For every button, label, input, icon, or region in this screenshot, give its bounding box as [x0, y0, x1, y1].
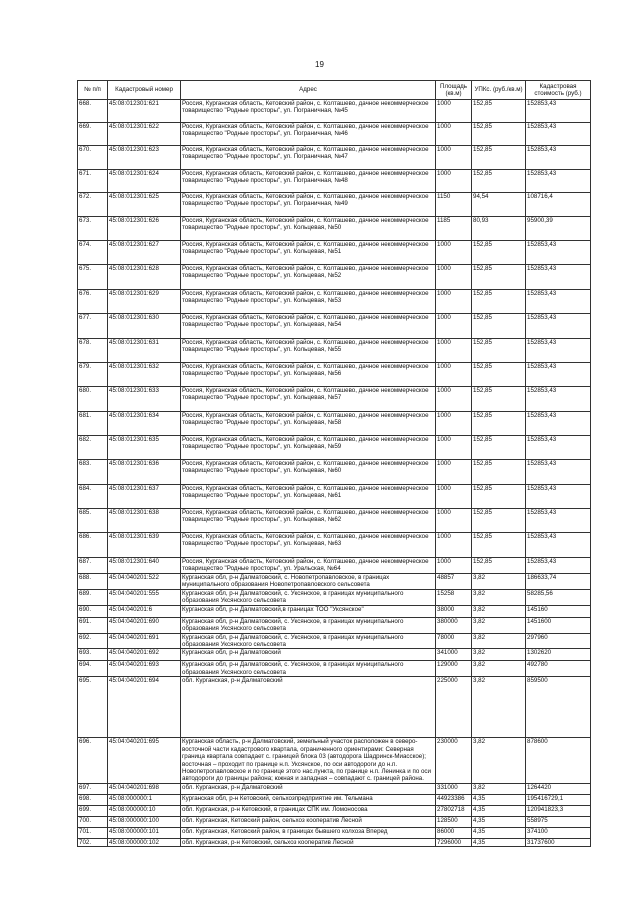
cadastral-cost-cell: 152853,43 — [526, 146, 591, 170]
table-row — [78, 314, 591, 339]
cadastral-cost-cell: 195416729,1 — [526, 794, 591, 805]
upks-cell: 3,82 — [472, 738, 526, 784]
cadastral-number-cell: 45:04:040201:522 — [108, 573, 181, 589]
cadastral-number-cell: 45:08:012301:638 — [108, 509, 181, 533]
address-cell: обл. Курганская, р-н Кетовский, в границах СПК им. Ломоносова — [181, 805, 436, 816]
cadastral-cost-cell: 152853,43 — [526, 123, 591, 146]
cadastral-number-cell: 45:08:012301:636 — [108, 460, 181, 485]
upks-cell: 152,85 — [472, 123, 526, 146]
upks-cell: 152,85 — [472, 460, 526, 485]
area-cell: 331000 — [436, 783, 472, 794]
table-row — [78, 146, 591, 170]
area-cell: 1000 — [436, 339, 472, 363]
address-cell: Курганская обл, р-н Далматовский, с. Уксянское, в границах муниципального образования Уксянского сельсовета — [181, 589, 436, 605]
table-row — [78, 363, 591, 387]
table-header-row — [78, 81, 591, 100]
row-number-cell: 670. — [78, 146, 108, 170]
table-row — [78, 193, 591, 217]
cadastral-cost-cell: 152853,43 — [526, 100, 591, 123]
cadastral-number-cell: 45:08:012301:633 — [108, 387, 181, 412]
table-row — [78, 412, 591, 436]
row-number-cell: 680. — [78, 387, 108, 412]
area-cell: 15258 — [436, 589, 472, 605]
address-cell: Россия, Курганская область, Кетовский район, с. Колташево, дачное некоммерческое товарищество "Родные просторы", ул. Кольцевая, №51 — [181, 241, 436, 265]
upks-cell: 3,82 — [472, 677, 526, 738]
row-number-cell: 674. — [78, 241, 108, 265]
row-number-cell: 678. — [78, 339, 108, 363]
cadastral-cost-cell: 152853,43 — [526, 460, 591, 485]
area-cell: 1000 — [436, 436, 472, 460]
table-row — [78, 485, 591, 509]
upks-cell: 94,54 — [472, 193, 526, 217]
address-cell: Россия, Курганская область, Кетовский район, с. Колташево, дачное некоммерческое товарищество "Родные просторы", ул. Кольцевая, №56 — [181, 363, 436, 387]
row-number-cell: 679. — [78, 363, 108, 387]
table-row — [78, 589, 591, 605]
row-number-cell: 683. — [78, 460, 108, 485]
header-upks: УПКс. (руб./кв.м) — [472, 81, 526, 100]
cadastral-cost-cell: 1264420 — [526, 783, 591, 794]
row-number-cell: 690. — [78, 605, 108, 617]
page-number: 19 — [315, 60, 324, 69]
row-number-cell: 695. — [78, 677, 108, 738]
row-number-cell: 686. — [78, 533, 108, 558]
area-cell: 1000 — [436, 314, 472, 339]
upks-cell: 152,85 — [472, 100, 526, 123]
cadastral-cost-cell: 95900,39 — [526, 217, 591, 241]
area-cell: 1000 — [436, 412, 472, 436]
row-number-cell: 687. — [78, 558, 108, 574]
row-number-cell: 699. — [78, 805, 108, 816]
upks-cell: 4,35 — [472, 838, 526, 846]
area-cell: 27802718 — [436, 805, 472, 816]
cadastral-cost-cell: 152853,43 — [526, 241, 591, 265]
cadastral-cost-cell: 152853,43 — [526, 485, 591, 509]
row-number-cell: 702. — [78, 838, 108, 846]
cadastral-cost-cell: 152853,43 — [526, 509, 591, 533]
address-cell: Курганская обл, р-н Далматовский, с. Уксянское, в границах муниципального образования Уксянского сельсовета — [181, 661, 436, 677]
cadastral-number-cell: 45:04:040201:695 — [108, 738, 181, 784]
row-number-cell: 697. — [78, 783, 108, 794]
cadastral-cost-cell: 1302620 — [526, 649, 591, 661]
table-row — [78, 558, 591, 574]
area-cell: 1000 — [436, 100, 472, 123]
address-cell: Курганская обл, р-н Далматовский, с. Уксянское, в границах муниципального образования Уксянского сельсовета — [181, 617, 436, 633]
cadastral-number-cell: 45:08:012301:631 — [108, 339, 181, 363]
cadastral-number-cell: 45:08:012301:628 — [108, 265, 181, 290]
area-cell: 1185 — [436, 217, 472, 241]
upks-cell: 152,85 — [472, 485, 526, 509]
cadastral-number-cell: 45:08:000000:10 — [108, 805, 181, 816]
address-cell: Россия, Курганская область, Кетовский район, с. Колташево, дачное некоммерческое товарищество "Родные просторы", ул. Пограничная, №45 — [181, 100, 436, 123]
cadastral-cost-cell: 152853,43 — [526, 314, 591, 339]
area-cell: 1000 — [436, 170, 472, 193]
header-area: Площадь (кв.м) — [436, 81, 472, 100]
address-cell: обл. Курганская, р-н Далматовский — [181, 783, 436, 794]
cadastral-number-cell: 45:08:012301:639 — [108, 533, 181, 558]
address-cell: обл. Курганская, Кетовский район, сельхоз кооператив Лесной — [181, 816, 436, 827]
table-row — [78, 649, 591, 661]
address-cell: Курганская обл, р-н Далматовский, с. Новопетропавловское, в границах муниципального образования Новопетропавловского сельсовета — [181, 573, 436, 589]
address-cell: Россия, Курганская область, Кетовский район, с. Колташево, дачное некоммерческое товарищество "Родные просторы", ул. Пограничная, №46 — [181, 123, 436, 146]
address-cell: Курганская обл, р-н Кетовский, сельхозпредприятие им. Тельмана — [181, 794, 436, 805]
row-number-cell: 684. — [78, 485, 108, 509]
upks-cell: 3,82 — [472, 633, 526, 649]
area-cell: 380000 — [436, 617, 472, 633]
area-cell: 341000 — [436, 649, 472, 661]
table-row — [78, 387, 591, 412]
table-row — [78, 738, 591, 784]
cadastral-number-cell: 45:08:012301:626 — [108, 217, 181, 241]
cadastral-cost-cell: 152853,43 — [526, 558, 591, 574]
upks-cell: 152,85 — [472, 436, 526, 460]
table-row — [78, 100, 591, 123]
row-number-cell: 668. — [78, 100, 108, 123]
area-cell: 1000 — [436, 265, 472, 290]
table-row — [78, 290, 591, 314]
area-cell: 128500 — [436, 816, 472, 827]
cadastral-cost-cell: 374100 — [526, 827, 591, 838]
cadastral-cost-cell: 152853,43 — [526, 412, 591, 436]
upks-cell: 80,93 — [472, 217, 526, 241]
cadastral-cost-cell: 120941823,3 — [526, 805, 591, 816]
upks-cell: 152,85 — [472, 314, 526, 339]
cadastral-cost-cell: 152853,43 — [526, 533, 591, 558]
table-row — [78, 605, 591, 617]
area-cell: 1000 — [436, 460, 472, 485]
address-cell: Россия, Курганская область, Кетовский район, с. Колташево, дачное некоммерческое товарищество "Родные просторы", ул. Пограничная, №49 — [181, 193, 436, 217]
upks-cell: 3,82 — [472, 661, 526, 677]
area-cell: 1000 — [436, 363, 472, 387]
address-cell: Курганская обл, р-н Далматовский, с. Уксянское, в границах муниципального образования Уксянского сельсовета — [181, 633, 436, 649]
cadastral-cost-cell: 186633,74 — [526, 573, 591, 589]
cadastral-cost-cell: 297960 — [526, 633, 591, 649]
cadastral-number-cell: 45:08:000000:1 — [108, 794, 181, 805]
area-cell: 1000 — [436, 123, 472, 146]
area-cell: 1000 — [436, 533, 472, 558]
upks-cell: 152,85 — [472, 558, 526, 574]
row-number-cell: 696. — [78, 738, 108, 784]
cadastral-number-cell: 45:04:040201:693 — [108, 661, 181, 677]
cadastral-number-cell: 45:04:040201:6 — [108, 605, 181, 617]
address-cell: Курганская обл, р-н Далматовский,в границах ТОО "Уксянское" — [181, 605, 436, 617]
area-cell: 38000 — [436, 605, 472, 617]
address-cell: Россия, Курганская область, Кетовский район, с. Колташево, дачное некоммерческое товарищество "Родные просторы", ул. Кольцевая, №54 — [181, 314, 436, 339]
upks-cell: 3,82 — [472, 649, 526, 661]
upks-cell: 152,85 — [472, 412, 526, 436]
row-number-cell: 688. — [78, 573, 108, 589]
row-number-cell: 682. — [78, 436, 108, 460]
upks-cell: 152,85 — [472, 146, 526, 170]
cadastral-number-cell: 45:08:012301:624 — [108, 170, 181, 193]
cadastral-cost-cell: 492780 — [526, 661, 591, 677]
address-cell: Россия, Курганская область, Кетовский район, с. Колташево, дачное некоммерческое товарищество "Родные просторы", ул. Кольцевая, №57 — [181, 387, 436, 412]
upks-cell: 3,82 — [472, 617, 526, 633]
row-number-cell: 689. — [78, 589, 108, 605]
upks-cell: 152,85 — [472, 290, 526, 314]
cadastral-number-cell: 45:04:040201:555 — [108, 589, 181, 605]
row-number-cell: 672. — [78, 193, 108, 217]
address-cell: обл. Курганская, Кетовский район, в границах бывшего колхоза Вперед — [181, 827, 436, 838]
cadastral-number-cell: 45:08:000000:101 — [108, 827, 181, 838]
cadastral-number-cell: 45:08:000000:100 — [108, 816, 181, 827]
table-row — [78, 794, 591, 805]
cadastral-number-cell: 45:08:012301:632 — [108, 363, 181, 387]
table-row — [78, 460, 591, 485]
upks-cell: 152,85 — [472, 533, 526, 558]
cadastral-number-cell: 45:08:012301:640 — [108, 558, 181, 574]
address-cell: Россия, Курганская область, Кетовский район, с. Колташево, дачное некоммерческое товарищество "Родные просторы", ул. Кольцевая, №60 — [181, 460, 436, 485]
table-row — [78, 816, 591, 827]
cadastral-number-cell: 45:04:040201:691 — [108, 633, 181, 649]
cadastral-number-cell: 45:08:012301:637 — [108, 485, 181, 509]
area-cell: 230000 — [436, 738, 472, 784]
table-row — [78, 217, 591, 241]
row-number-cell: 671. — [78, 170, 108, 193]
area-cell: 1000 — [436, 558, 472, 574]
cadastral-cost-cell: 145160 — [526, 605, 591, 617]
area-cell: 1150 — [436, 193, 472, 217]
upks-cell: 3,82 — [472, 573, 526, 589]
table-row — [78, 838, 591, 846]
address-cell: Россия, Курганская область, Кетовский район, с. Колташево, дачное некоммерческое товарищество "Родные просторы", ул. Кольцевая, №63 — [181, 533, 436, 558]
row-number-cell: 685. — [78, 509, 108, 533]
row-number-cell: 701. — [78, 827, 108, 838]
table-row — [78, 805, 591, 816]
header-number: № п/п — [78, 81, 108, 100]
table-row — [78, 533, 591, 558]
area-cell: 7296000 — [436, 838, 472, 846]
upks-cell: 152,85 — [472, 509, 526, 533]
address-cell: Россия, Курганская область, Кетовский район, с. Колташево, дачное некоммерческое товарищество "Родные просторы", ул. Пограничная, №47 — [181, 146, 436, 170]
area-cell: 1000 — [436, 387, 472, 412]
upks-cell: 3,82 — [472, 605, 526, 617]
upks-cell: 4,35 — [472, 805, 526, 816]
address-cell: Россия, Курганская область, Кетовский район, с. Колташево, дачное некоммерческое товарищество "Родные просторы", ул. Кольцевая, №52 — [181, 265, 436, 290]
cadastral-cost-cell: 152853,43 — [526, 170, 591, 193]
area-cell: 1000 — [436, 290, 472, 314]
address-cell: Россия, Курганская область, Кетовский район, с. Колташево, дачное некоммерческое товарищество "Родные просторы", ул. Кольцевая, №62 — [181, 509, 436, 533]
table-row — [78, 617, 591, 633]
row-number-cell: 675. — [78, 265, 108, 290]
table-row — [78, 241, 591, 265]
cadastral-number-cell: 45:08:012301:622 — [108, 123, 181, 146]
row-number-cell: 681. — [78, 412, 108, 436]
cadastral-cost-cell: 152853,43 — [526, 265, 591, 290]
cadastral-cost-cell: 1451600 — [526, 617, 591, 633]
address-cell: обл. Курганская, р-н Далматовский — [181, 677, 436, 738]
address-cell: Россия, Курганская область, Кетовский район, с. Колташево, дачное некоммерческое товарищество "Родные просторы", ул. Пограничная, №48 — [181, 170, 436, 193]
upks-cell: 3,82 — [472, 783, 526, 794]
table-row — [78, 827, 591, 838]
cadastral-cost-cell: 859500 — [526, 677, 591, 738]
address-cell: Россия, Курганская область, Кетовский район, с. Колташево, дачное некоммерческое товарищество "Родные просторы", ул. Кольцевая, №53 — [181, 290, 436, 314]
cadastral-number-cell: 45:04:040201:690 — [108, 617, 181, 633]
area-cell: 44923386 — [436, 794, 472, 805]
cadastral-cost-cell: 152853,43 — [526, 363, 591, 387]
table-row — [78, 633, 591, 649]
table-row — [78, 170, 591, 193]
row-number-cell: 691. — [78, 617, 108, 633]
table-row — [78, 573, 591, 589]
row-number-cell: 694. — [78, 661, 108, 677]
row-number-cell: 673. — [78, 217, 108, 241]
upks-cell: 152,85 — [472, 265, 526, 290]
header-address: Адрес — [181, 81, 436, 100]
upks-cell: 3,82 — [472, 589, 526, 605]
address-cell: Россия, Курганская область, Кетовский район, с. Колташево, дачное некоммерческое товарищество "Родные просторы", ул. Кольцевая, №61 — [181, 485, 436, 509]
cadastral-number-cell: 45:04:040201:698 — [108, 783, 181, 794]
table-row — [78, 783, 591, 794]
address-cell: Россия, Курганская область, Кетовский район, с. Колташево, дачное некоммерческое товарищество "Родные просторы", ул. Кольцевая, №59 — [181, 436, 436, 460]
upks-cell: 152,85 — [472, 241, 526, 265]
cadastral-cost-cell: 152853,43 — [526, 436, 591, 460]
address-cell: Россия, Курганская область, Кетовский район, с. Колташево, дачное некоммерческое товарищество "Родные просторы", ул. Кольцевая, №50 — [181, 217, 436, 241]
cadastral-number-cell: 45:08:012301:623 — [108, 146, 181, 170]
address-cell: Россия, Курганская область, Кетовский район, с. Колташево, дачное некоммерческое товарищество "Родные просторы", ул. Кольцевая, №58 — [181, 412, 436, 436]
table-row — [78, 677, 591, 738]
table-row — [78, 509, 591, 533]
address-cell: обл. Курганская, р-н Кетовский, сельхоз кооператив Лесной — [181, 838, 436, 846]
cadastral-cost-cell: 108716,4 — [526, 193, 591, 217]
area-cell: 1000 — [436, 241, 472, 265]
address-cell: Россия, Курганская область, Кетовский район, с. Колташево, дачное некоммерческое товарищество "Родные просторы", ул. Кольцевая, №55 — [181, 339, 436, 363]
header-cadastral-cost: Кадастровая стоимость (руб.) — [526, 81, 591, 100]
cadastral-number-cell: 45:08:012301:621 — [108, 100, 181, 123]
cadastral-number-cell: 45:08:012301:630 — [108, 314, 181, 339]
cadastral-number-cell: 45:04:040201:692 — [108, 649, 181, 661]
table-row — [78, 339, 591, 363]
cadastral-number-cell: 45:08:012301:629 — [108, 290, 181, 314]
cadastral-cost-cell: 152853,43 — [526, 339, 591, 363]
cadastral-number-cell: 45:08:012301:625 — [108, 193, 181, 217]
area-cell: 86000 — [436, 827, 472, 838]
row-number-cell: 692. — [78, 633, 108, 649]
cadastral-number-cell: 45:08:012301:627 — [108, 241, 181, 265]
header-cadastral-number: Кадастровый номер — [108, 81, 181, 100]
cadastral-cost-cell: 152853,43 — [526, 290, 591, 314]
cadastral-value-table — [77, 80, 591, 847]
address-cell: Курганская обл, р-н Далматовский — [181, 649, 436, 661]
row-number-cell: 677. — [78, 314, 108, 339]
row-number-cell: 698. — [78, 794, 108, 805]
upks-cell: 152,85 — [472, 387, 526, 412]
table-row — [78, 436, 591, 460]
table-row — [78, 123, 591, 146]
table-row — [78, 661, 591, 677]
row-number-cell: 700. — [78, 816, 108, 827]
cadastral-number-cell: 45:08:012301:635 — [108, 436, 181, 460]
area-cell: 78000 — [436, 633, 472, 649]
area-cell: 48857 — [436, 573, 472, 589]
upks-cell: 4,35 — [472, 827, 526, 838]
table-row — [78, 265, 591, 290]
cadastral-number-cell: 45:08:012301:634 — [108, 412, 181, 436]
address-cell: Россия, Курганская область, Кетовский район, с. Колташево, дачное некоммерческое товарищество "Родные просторы", ул. Уральская, №64 — [181, 558, 436, 574]
cadastral-cost-cell: 878600 — [526, 738, 591, 784]
area-cell: 225000 — [436, 677, 472, 738]
area-cell: 1000 — [436, 485, 472, 509]
area-cell: 1000 — [436, 146, 472, 170]
cadastral-cost-cell: 558975 — [526, 816, 591, 827]
upks-cell: 152,85 — [472, 363, 526, 387]
address-cell: Курганская область, р-н Далматовский, земельный участок расположен в северо-восточной части кадастрового квартала, ограниченного ориентирами: Северная граница квартала совпадает с. границей блока 03 (автодорога Шадринск-Миасское); восточная – проходит по границе н.п. Уксянское, по оси автодороги до н.п. Новопетропавловское и по границе этого нас.пункта, по границе н.п. Ленинка и по оси автодороги до границы района; южная и западная – совпадают с. границей района. — [181, 738, 436, 784]
upks-cell: 4,35 — [472, 794, 526, 805]
table-body — [78, 100, 591, 847]
upks-cell: 152,85 — [472, 170, 526, 193]
upks-cell: 4,35 — [472, 816, 526, 827]
area-cell: 129000 — [436, 661, 472, 677]
row-number-cell: 669. — [78, 123, 108, 146]
cadastral-number-cell: 45:08:000000:102 — [108, 838, 181, 846]
cadastral-cost-cell: 58285,56 — [526, 589, 591, 605]
upks-cell: 152,85 — [472, 339, 526, 363]
cadastral-cost-cell: 152853,43 — [526, 387, 591, 412]
row-number-cell: 693. — [78, 649, 108, 661]
cadastral-number-cell: 45:04:040201:694 — [108, 677, 181, 738]
area-cell: 1000 — [436, 509, 472, 533]
row-number-cell: 676. — [78, 290, 108, 314]
cadastral-cost-cell: 31737600 — [526, 838, 591, 846]
